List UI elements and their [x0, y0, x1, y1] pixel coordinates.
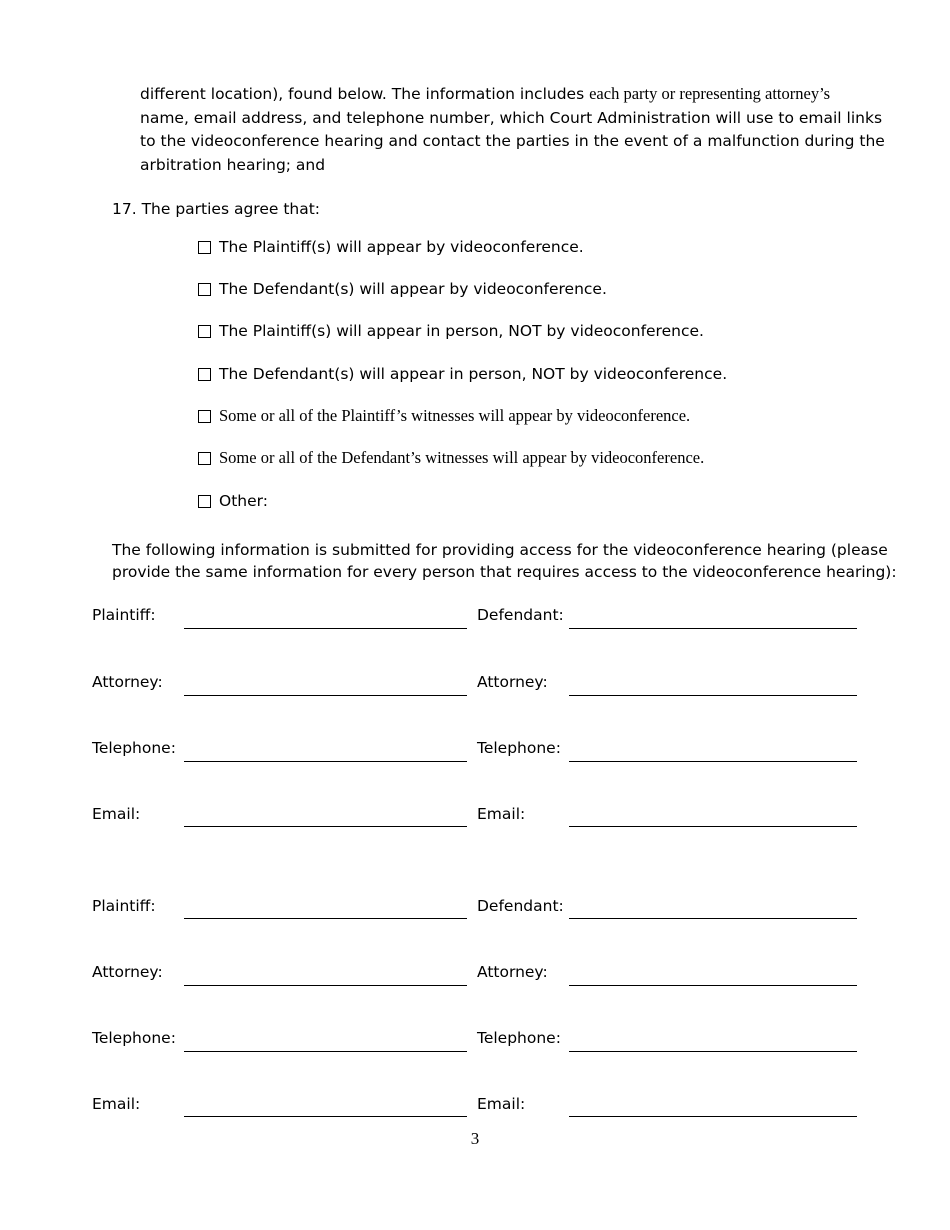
defendant-telephone-field[interactable] [569, 741, 857, 762]
checkbox[interactable] [198, 452, 211, 465]
email-label: Email: [92, 805, 141, 823]
defendant-email-field[interactable] [569, 806, 857, 827]
telephone-label: Telephone: [477, 739, 561, 757]
plaintiff-attorney-field[interactable] [184, 675, 467, 696]
attorney-label: Attorney: [477, 673, 548, 691]
defendant-email-field[interactable] [569, 1096, 857, 1117]
intro-line: to the videoconference hearing and contact the parties in the event of a malfunction during the [140, 132, 885, 150]
email-label: Email: [92, 1095, 141, 1113]
option-label: Some or all of the Plaintiff’s witnesses will appear by videoconference. [219, 406, 691, 425]
defendant-field[interactable] [569, 898, 857, 919]
intro-paragraph [140, 82, 885, 177]
option-plaintiff-video [198, 235, 584, 259]
option-label: The Defendant(s) will appear by videoconference. [219, 280, 607, 298]
defendant-label: Defendant: [477, 897, 564, 915]
plaintiff-field[interactable] [184, 608, 467, 629]
attorney-label: Attorney: [92, 673, 163, 691]
plaintiff-email-field[interactable] [184, 806, 467, 827]
option-defendant-witnesses-video [198, 446, 704, 470]
email-label: Email: [477, 1095, 526, 1113]
item-17-label: 17. The parties agree that: [112, 200, 321, 218]
option-defendant-video [198, 277, 607, 301]
plaintiff-telephone-field[interactable] [184, 741, 467, 762]
option-plaintiff-in-person [198, 319, 704, 343]
plaintiff-label: Plaintiff: [92, 897, 156, 915]
telephone-label: Telephone: [92, 1029, 176, 1047]
defendant-label: Defendant: [477, 606, 564, 624]
plaintiff-telephone-field[interactable] [184, 1031, 467, 1052]
option-label: The Defendant(s) will appear in person, NOT by videoconference. [219, 365, 728, 383]
defendant-field[interactable] [569, 608, 857, 629]
checkbox[interactable] [198, 241, 211, 254]
option-label: Some or all of the Defendant’s witnesses will appear by videoconference. [219, 448, 705, 467]
intro-line: name, email address, and telephone number, which Court Administration will use to email links [140, 108, 883, 127]
option-defendant-in-person [198, 362, 727, 386]
telephone-label: Telephone: [92, 739, 176, 757]
telephone-label: Telephone: [477, 1029, 561, 1047]
plaintiff-email-field[interactable] [184, 1096, 467, 1117]
access-info-paragraph: The following information is submitted for providing access for the videoconference hearing (please provide the same information for every person that requires access to the videoconference hearing): [112, 541, 897, 581]
attorney-label: Attorney: [477, 963, 548, 981]
defendant-attorney-field[interactable] [569, 965, 857, 986]
option-plaintiff-witnesses-video [198, 404, 690, 428]
option-other [198, 489, 268, 513]
checkbox[interactable] [198, 368, 211, 381]
plaintiff-attorney-field[interactable] [184, 965, 467, 986]
option-label: The Plaintiff(s) will appear by videoconference. [219, 238, 584, 256]
page-number: 3 [470, 1129, 480, 1148]
defendant-telephone-field[interactable] [569, 1031, 857, 1052]
option-label: The Plaintiff(s) will appear in person, NOT by videoconference. [219, 322, 704, 340]
plaintiff-label: Plaintiff: [92, 606, 156, 624]
plaintiff-field[interactable] [184, 898, 467, 919]
option-label: Other: [219, 492, 268, 510]
email-label: Email: [477, 805, 526, 823]
defendant-attorney-field[interactable] [569, 675, 857, 696]
checkbox[interactable] [198, 495, 211, 508]
checkbox[interactable] [198, 410, 211, 423]
intro-line: arbitration hearing; and [140, 155, 326, 174]
attorney-label: Attorney: [92, 963, 163, 981]
checkbox[interactable] [198, 325, 211, 338]
intro-line: different location), found below. The information includes each party or representing attorney’s [140, 84, 831, 103]
checkbox[interactable] [198, 283, 211, 296]
